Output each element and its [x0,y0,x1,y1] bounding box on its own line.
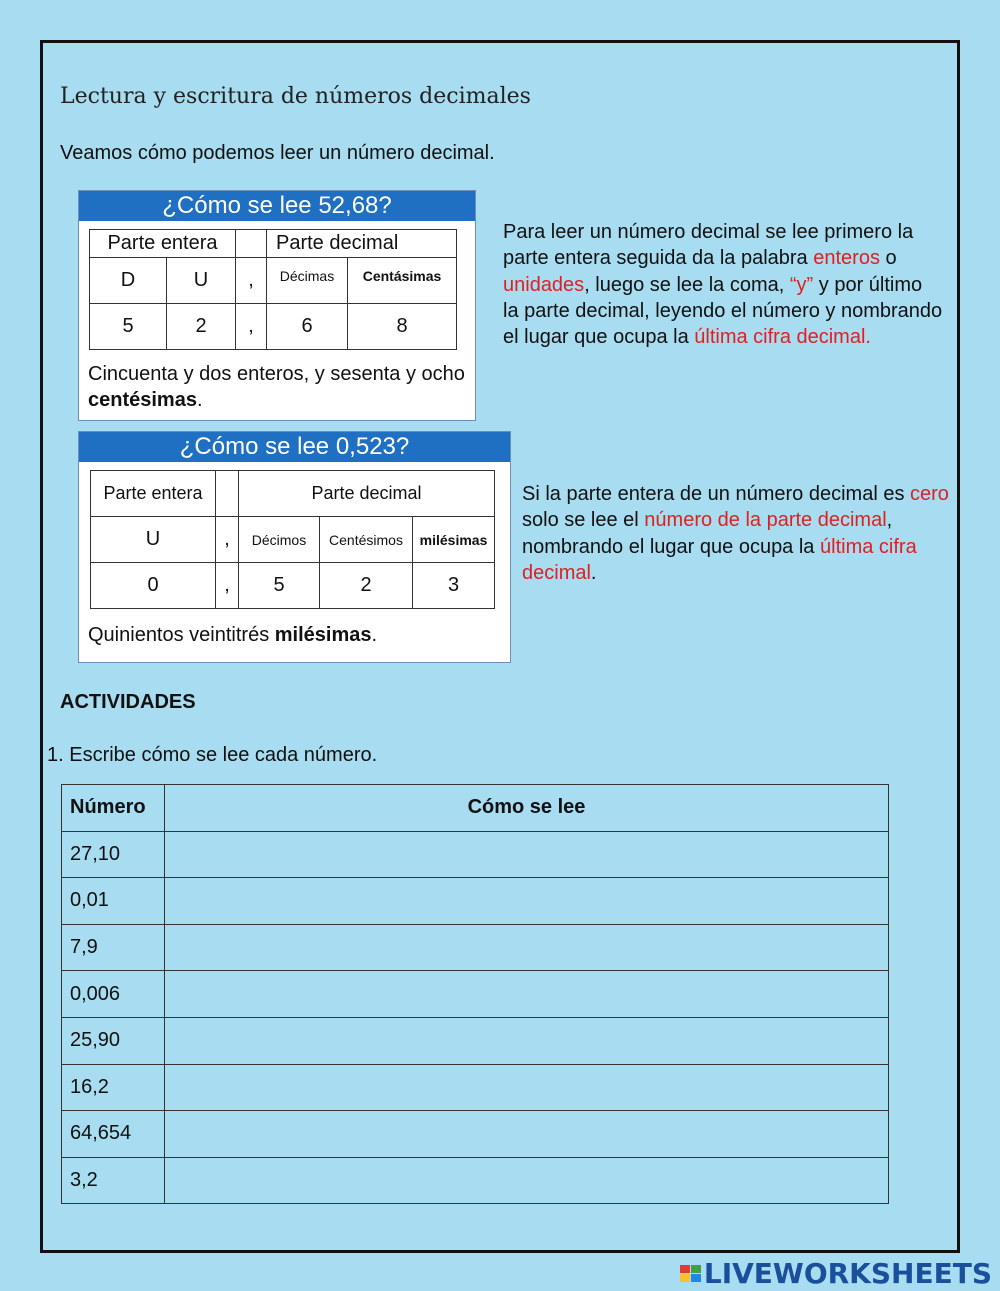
answer-field[interactable] [165,1064,889,1111]
number-cell: 7,9 [62,924,165,971]
number-cell: 3,2 [62,1157,165,1204]
group-label: Parte decimal [267,230,457,258]
table-row [62,971,889,1018]
group-label: Parte entera [90,230,236,258]
activities-heading: ACTIVIDADES [60,691,196,713]
column-label: milésimas [413,517,495,563]
reading-suffix: . [196,389,203,411]
table-row [62,831,889,878]
reading-text: Quinientos veintitrés [88,624,275,646]
group-spacer [216,471,239,517]
column-label: D [90,258,167,304]
digit-cell: 8 [348,304,457,350]
digit-cell: , [236,304,267,350]
number-cell: 64,654 [62,1111,165,1158]
column-label: Centésimos [320,517,413,563]
column-label: Décimos [239,517,320,563]
number-cell: 0,006 [62,971,165,1018]
answer-field[interactable] [165,1157,889,1204]
answer-field[interactable] [165,831,889,878]
reading-text: Cincuenta y dos enteros, y sesenta y ocho [88,363,465,385]
group-label: Parte entera [91,471,216,517]
answer-field[interactable] [165,924,889,971]
number-cell: 16,2 [62,1064,165,1111]
page-title: Lectura y escritura de números decimales [60,84,531,109]
answer-field[interactable] [165,1111,889,1158]
liveworksheets-logo [680,1257,992,1290]
table-header-row [62,785,889,832]
example-box-2 [78,431,511,663]
column-label: Décimas [267,258,348,304]
logo-mark-icon [680,1265,701,1282]
digit-cell: 0 [91,563,216,609]
group-label: Parte decimal [239,471,495,517]
number-cell: 25,90 [62,1017,165,1064]
reading-bold: milésimas [274,624,372,646]
column-label: Centásimas [348,258,457,304]
place-value-table-1 [89,229,457,350]
group-spacer [236,230,267,258]
answer-field[interactable] [165,971,889,1018]
header-number: Número [62,785,165,832]
example-2-header: ¿Cómo se lee 0,523? [79,432,510,462]
digit-cell: 6 [267,304,348,350]
table-row [62,878,889,925]
digit-cell: 3 [413,563,495,609]
digit-cell: 2 [320,563,413,609]
column-label: U [91,517,216,563]
table-row [62,1157,889,1204]
activity-question: 1. Escribe cómo se lee cada número. [47,744,378,766]
table-row [62,924,889,971]
digit-cell: , [216,563,239,609]
explanation-1: Para leer un número decimal se lee primero la parte entera seguida da la palabra enteros o unidades, luego se lee la coma, “y” y por último la parte decimal, leyendo el número y nombrando el lugar que ocupa la última cifra decimal. [503,221,943,349]
example-1-header: ¿Cómo se lee 52,68? [79,191,475,221]
column-label: U [167,258,236,304]
number-cell: 27,10 [62,831,165,878]
intro-text: Veamos cómo podemos leer un número decimal. [60,142,495,164]
table-row [62,1017,889,1064]
digit-cell: 5 [239,563,320,609]
example-2-reading [88,622,488,648]
reading-suffix: . [371,624,378,646]
answer-field[interactable] [165,1017,889,1064]
brand-name: LIVEWORKSHEETS [703,1257,992,1290]
activity-table [61,784,889,1204]
header-reading: Cómo se lee [165,785,889,832]
digit-cell: 5 [90,304,167,350]
comma-label: , [216,517,239,563]
example-1-reading [88,361,468,413]
table-row [62,1111,889,1158]
number-cell: 0,01 [62,878,165,925]
reading-bold: centésimas [88,389,197,411]
place-value-table-2 [90,470,495,609]
comma-label: , [236,258,267,304]
explanation-2: Si la parte entera de un número decimal es cero solo se lee el número de la parte decimal, nombrando el lugar que ocupa la última cifra decimal. [522,483,949,584]
table-row [62,1064,889,1111]
answer-field[interactable] [165,878,889,925]
digit-cell: 2 [167,304,236,350]
example-box-1 [78,190,476,421]
